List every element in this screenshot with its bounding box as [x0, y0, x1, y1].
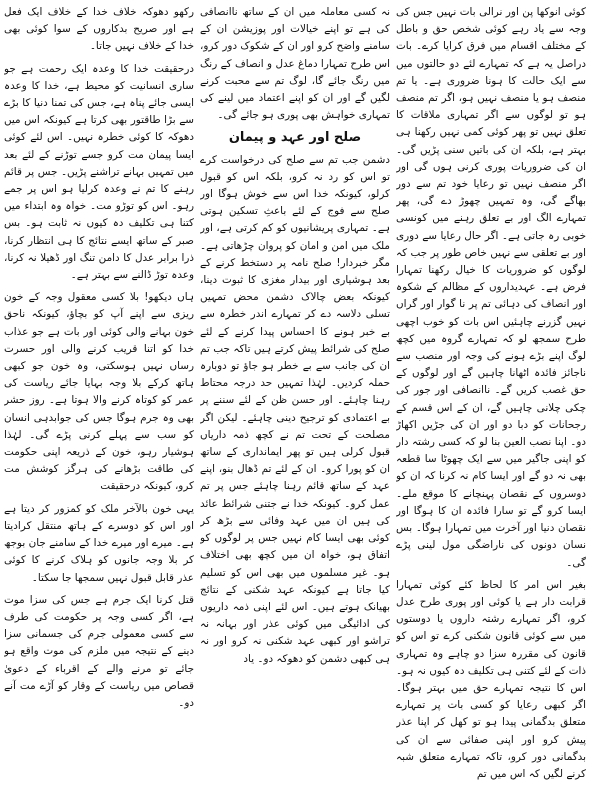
- paragraph: کوئی انوکھا پن اور نرالی بات نہیں جس کی وجہ سے یاد رہے کوئی شخص حق و باطل کے مختلف اقسام میں فرق کرایا کرے۔ بات دراصل یہ ہے کہ تمہارے لئے دو حالتوں میں سے ایک حالت کا ہونا ضروری ہے۔ یا تم منصف ہو یا منصف نہیں ہو، اگر تم منصف ہو تو لوگوں سے اگر تمہاری ملاقات کا تعلق نہیں تو پھر کوئی کمی نہیں رکھنا ہی بہتر ہے، بلکہ ان کی باتیں سنی پڑیں گی۔ ان کی ضروریات پوری کرنی ہوں گی اور اگر منصف نہیں تو رعایا خود تم سے دور بھاگے گی، وہ تمہیں چھوڑ دے گی، پھر تمہارے الگ اور بے تعلق رہنے میں کونسی خوبی رہ جاتی ہے۔ اگر حال رعایا سے دوری اور بے تعلقی سے نہیں خاص طور پر جب کہ لوگوں کو ضروریات کا خیال رکھنا تمہارا فرض ہے۔ عہدیداروں کے مظالم کے شکوہ اور انصاف کی دہائی تم پر نا گوار اور گراں نہیں گزرنے چاہئیں اس بات کو خوب اچھی طرح سمجھ لو کہ تمہارے گروہ میں کچھ لوگ اپنے بڑے ہونے کی وجہ اور منصب سے ناجائز فائدہ اٹھانا چاہیں گے اور لوگوں کے حق غصب کریں گے۔ ناانصافی اور جور کی چکی چلانی چاہیں گے، ان کے اس قسم کے رجحانات کو دبا دو اور ان کی جڑیں اکھاڑ دو۔ اپنا نصب العین بنا لو کہ کسی رشتہ دار کو اپنی جاگیر میں سے ایک چھوٹا سا قطعہ بھی نہ دو گے اور ایسا کام نہ کرنا کہ ان کو دوسروں کے نقصان پہنچانے کا موقع ملے۔ ایسا کرو گے تو سارا فائدہ ان کا ہوگا اور نقصان دنیا اور آخرت میں تمہارا ہوگا۔ بس نسان دونوں کی ناراضگی مول لینی پڑے گی۔: [396, 6, 586, 569]
- page: [4, 4, 586, 785]
- paragraph: درحقیقت خدا کا وعدہ ایک رحمت ہے جو ساری انسانیت کو محیط ہے، خدا کا وعدہ ایسی جائے پناہ ہے، جس کی تمنا دنیا کا بڑے سے بڑا طاقتور بھی کرتا ہے کیونکہ اس میں دھوکہ کا کوئی خطرہ نہیں۔ اس لئے کوئی ایسا پیمان مت کرو جسے توڑنے کے لئے بعد میں تمہیں بہانے تراشنے پڑیں۔ جس پر قائم رہنے کا تم نے وعدہ کرلیا ہو اس پر جمے رہو۔ اس کو توڑو مت۔ خواہ وہ ابتداء میں کتنا ہی تکلیف دہ کیوں نہ ثابت ہو۔ بس صبر کے ساتھ ایسے نتائج کا ہی انتظار کرنا، ذرا برابر عدل کا دامن تنگ اور ڈھیلا نہ کرنا، وعدہ توڑ ڈالنے سے بہتر ہے۔: [4, 62, 194, 282]
- paragraph: نہ کسی معاملہ میں ان کے ساتھ ناانصافی کی ہے تو اپنے خیالات اور پوزیشن ان کے سامنے واضح کرو اور ان کے شکوک دور کرو، اس طرح تمہارا دماغ عدل و انصاف کے رنگ میں رنگ جائے گا، لوگ تم سے محبت کرنے لگیں گے اور ان کو اپنے اعتماد میں لینے کی تمہاری خواہش بھی پوری ہو جائے گی۔: [200, 6, 390, 122]
- paragraph: بغیر اس امر کا لحاظ کئے کوئی تمہارا قرابت دار ہے یا کوئی اور پوری طرح عدل کرو، اگر تمہارے رشتہ داروں یا دوستوں میں سے کوئی قانون شکنی کرے تو اس کو قانون کی مقررہ سزا دو چاہے وہ تمہاری ذات کے لئے کتنی ہی تکلیف دہ کیوں نہ ہو۔ اس کا نتیجہ تمہارے حق میں بہتر ہوگا۔ اگر کبھی رعایا کو کسی بات پر تمہارے متعلق بدگمانی پیدا ہو تو کھل کر اپنا عذر پیش کرو اور اپنی صفائی سے ان کی بدگمانی دور کرو، تاکہ تمہارے متعلق شبہ کرنے لگیں کہ اس میں تم: [396, 578, 586, 780]
- column-left: [4, 4, 194, 785]
- paragraph: رکھو دھوکہ خلاف خدا کے خلاف ایک فعل ہے اور صریح بدکاروں کے سوا کوئی بھی خدا کے خلاف نہیں جاتا۔: [4, 6, 194, 53]
- paragraph: قتل کرنا ایک جرم ہے جس کی سزا موت ہے، اگر کسی وجہ پر حکومت کی طرف سے کسی معمولی جرم کی جسمانی سزا دینے کے نتیجہ میں ملزم کی موت واقع ہو جائے تو مرنے والے کے اقرباء کے دعویٰ قصاص میں ریاست کے وقار کو آڑے مت آنے دو۔: [4, 593, 194, 709]
- column-middle: [200, 4, 390, 785]
- paragraph: ہاں دیکھو! بلا کسی معقول وجہ کے خون ریزی سے اپنے آپ کو بچاؤ، کیونکہ ناحق خون بہانے والی کوئی اور بات ہے جو عذاب خدا کو اتنا قریب کرنے والی اور حسرت رساں نہیں ہوسکتی، وہ خون جو کبھی ہاتھ کرکے بلا وجہ بہایا جائے ریاست کی عمر کو کوتاہ کرنے والا ہوتا ہے۔ روز حشر بھی وہ جرم ہوگا جس کی جوابدہی انسان کو سب سے پہلے کرنی پڑے گی۔ لہٰذا ہوشیار رہو، خون کے ذریعہ اپنی حکومت کی طاقت بڑھانے کی ہرگز کوشش مت کرو، کیونکہ درحقیقت: [4, 291, 194, 493]
- column-right: [396, 4, 586, 785]
- section-heading: صلح اور عہد و پیمان: [228, 130, 362, 146]
- paragraph: یہی خون بالآخر ملک کو کمزور کر دیتا ہے اور اس کو دوسرے کے ہاتھ منتقل کرادیتا ہے۔ میرے اور میرے خدا کے سامنے جان بوجھ کر بلا وجہ جانوں کو ہلاک کرنے کا کوئی عذر قابل قبول نہیں سمجھا جا سکتا۔: [4, 502, 194, 584]
- paragraph: دشمن جب تم سے صلح کی درخواست کرے تو اس کو رد نہ کرو، بلکہ اس کو قبول کرلو، کیونکہ خدا اس سے خوش ہوگا اور صلح سے فوج کے لئے باعثِ تسکین ہوتی ہے۔ تمہاری پریشانیوں کو کم کرتی ہے، اور ملک میں امن و امان کو پروان چڑھاتی ہے۔ مگر خبردار! صلح نامہ پر دستخط کرنے کے بعد ہوشیاری اور بیدار مغزی کا ثبوت دینا، کیونکہ بعض چالاک دشمن محض تمہیں تسلی دلاسہ دے کر تمہارے اندر خطرہ سے بے خبر ہونے کا احساس پیدا کرنے کے لئے صلح کی شرائط پیش کرتے ہیں تاکہ جب تم ان کی جانب سے بے خطر ہو جاؤ تو دوبارہ حملہ کردیں۔ لہٰذا تمہیں حد درجہ محتاط رہنا چاہئے۔ اور حسن ظن کے لئے سننے پر بے اعتمادی کو ترجیح دینی چاہئے۔ لیکن اگر مصلحت کے تحت تم نے کچھ ذمہ داریاں قبول کرلی ہیں تو پھر ایمانداری کے ساتھ ان کو پورا کرو۔ ان کے لئے تم ڈھال بنو، اپنے عہد کے ساتھ قائم رہنا چاہئے جس پر تم عمل کرو۔ کیونکہ خدا نے جتنی شرائط عائد کی ہیں ان میں عہد وفائی سے بڑھ کر کوئی بھی ایسا کام نہیں جس پر لوگوں کو اتفاق ہو، خواہ ان میں کچھ بھی اختلاف ہو۔ غیر مسلموں میں بھی اس کو تسلیم کیا جاتا ہے کیونکہ عہد شکنی کے نتائج بھیانک ہوتے ہیں۔ اس لئے اپنی ذمہ داریوں کی ادائیگی میں کوئی عذر اور بہانہ نہ تراشو اور کبھی عہد شکنی نہ کرو اور نہ ہی کبھی دشمن کو دھوکہ دو۔ یاد: [200, 153, 390, 665]
